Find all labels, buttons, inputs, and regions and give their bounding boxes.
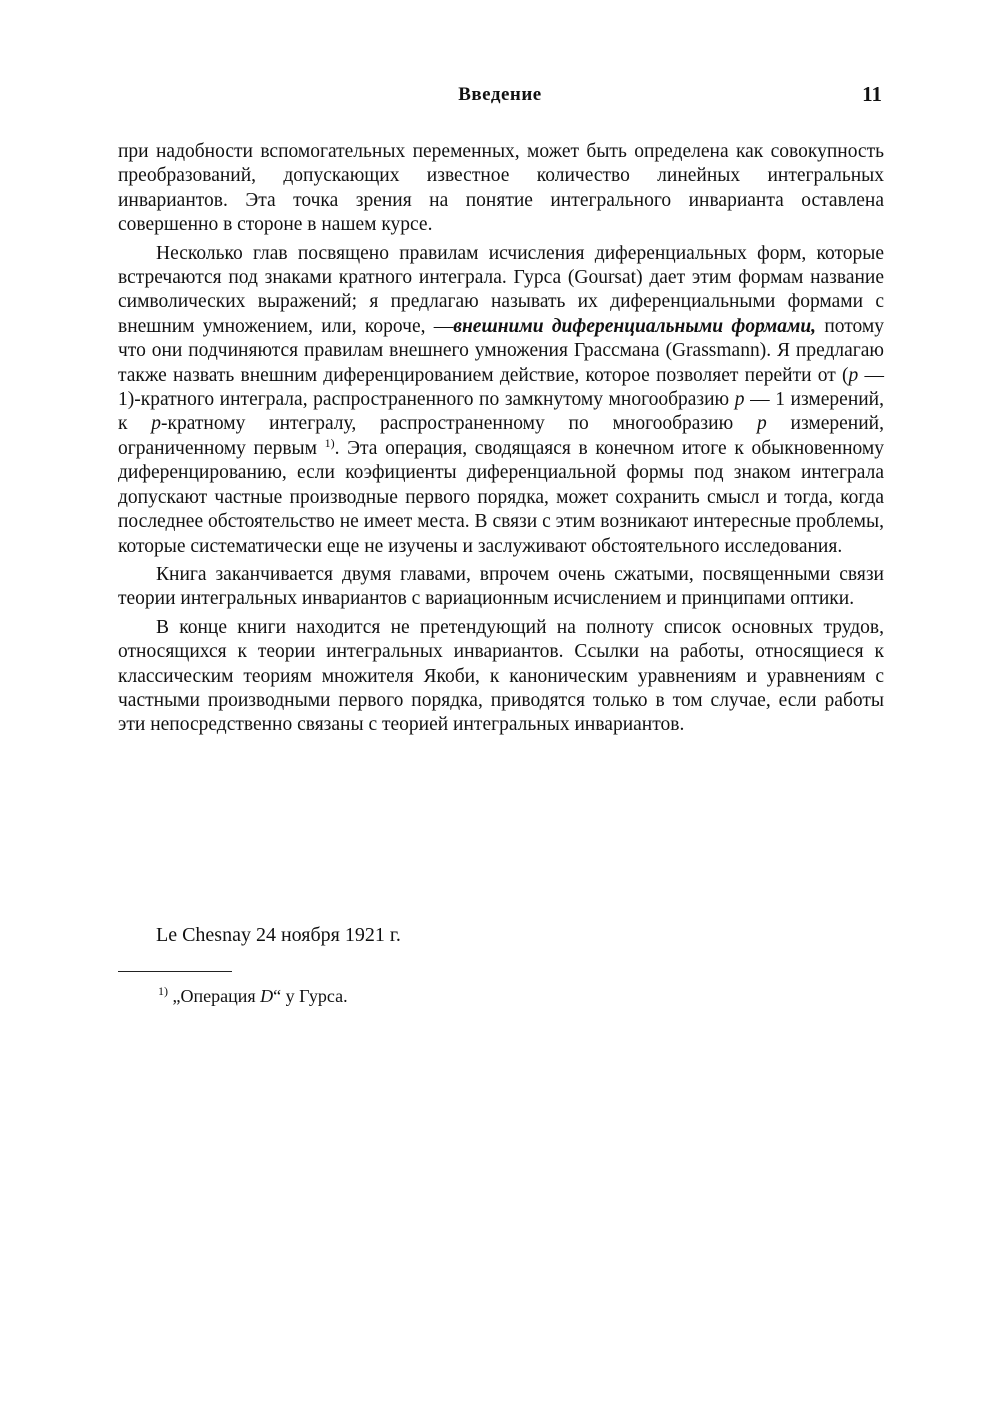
paragraph-2-part2: потому что они подчиняются правилам внешнего умножения Грассмана (Grassmann). Я предлагаю также назвать внешним диференцированием действие, которое позволяет перейти от (	[118, 315, 884, 386]
paragraph-2-part5: -кратному интегралу, распространенному по многообразию	[161, 413, 757, 435]
paragraph-3: Книга заканчивается двумя главами, впрочем очень сжатыми, посвященными связи теории интегральных инвариантов с вариационным исчислением и принципами оптики.	[118, 563, 884, 610]
footnote-reference[interactable]: 1)	[324, 435, 335, 450]
math-variable-p: p	[848, 364, 859, 386]
footnote	[158, 986, 348, 1007]
body-text	[118, 140, 884, 738]
page-number: 11	[862, 82, 882, 106]
paragraph-2-part3: — 1)-кратного интеграла, распространенного по замкнутому многообразию	[118, 364, 884, 411]
emphasis-exterior-differential-forms: внешними диференциальными формами,	[453, 315, 817, 337]
paragraph-2-part1: Несколько глав посвящено правилам исчисления диференциальных форм, которые встречаются под знаками кратного интеграла. Гурса (Goursat) дает этим формам название символических выражений; я предлагаю называть их диференциальными формами с внешним умножением, или, короче, —	[118, 242, 884, 337]
paragraph-2-part4: — 1 измерений, к	[118, 389, 884, 435]
running-header-title: Введение	[458, 84, 542, 105]
math-variable-p: p	[151, 413, 162, 435]
paragraph-4: В конце книги находится не претендующий на полноту список основных трудов, относящихся к теории интегральных инвариантов. Ссылки на работы, относящиеся к классическим теориям множителя Якоби, к каноническим уравнениям и уравнениям с частными производными первого порядка, приводятся только в том случае, если работы эти непосредственно связаны с теорией интегральных инвариантов.	[118, 616, 884, 736]
paragraph-2	[118, 242, 884, 559]
paragraph-2-part6: измерений, ограниченному первым	[118, 413, 884, 459]
footnote-divider	[118, 971, 232, 972]
math-variable-d: D	[260, 986, 274, 1006]
signature-place-date: Le Chesnay 24 ноября 1921 г.	[156, 924, 401, 946]
paragraph-2-part7: . Эта операция, сводящаяся в конечном итоге к обыкновенному диференцированию, если коэфициенты диференциальной формы под знаком интеграла допускают частные производные первого порядка, может сохранить смысл и тогда, когда последнее обстоятельство не имеет места. В связи с этим возникают интересные проблемы, которые систематически еще не изучены и заслуживают обстоятельного исследования.	[118, 437, 884, 557]
page-header	[118, 84, 882, 114]
paragraph-1: при надобности вспомогательных переменных, может быть определена как совокупность преобразований, допускающих известное количество линейных интегральных инвариантов. Эта точка зрения на понятие интегрального инварианта оставлена совершенно в стороне в нашем курсе.	[118, 141, 884, 236]
math-variable-p: p	[756, 413, 767, 435]
footnote-marker: 1)	[158, 984, 168, 998]
footnote-text-after: “ у Гурса.	[273, 986, 348, 1006]
math-variable-p: p	[734, 389, 745, 411]
footnote-text-before: „Операция	[172, 986, 261, 1006]
